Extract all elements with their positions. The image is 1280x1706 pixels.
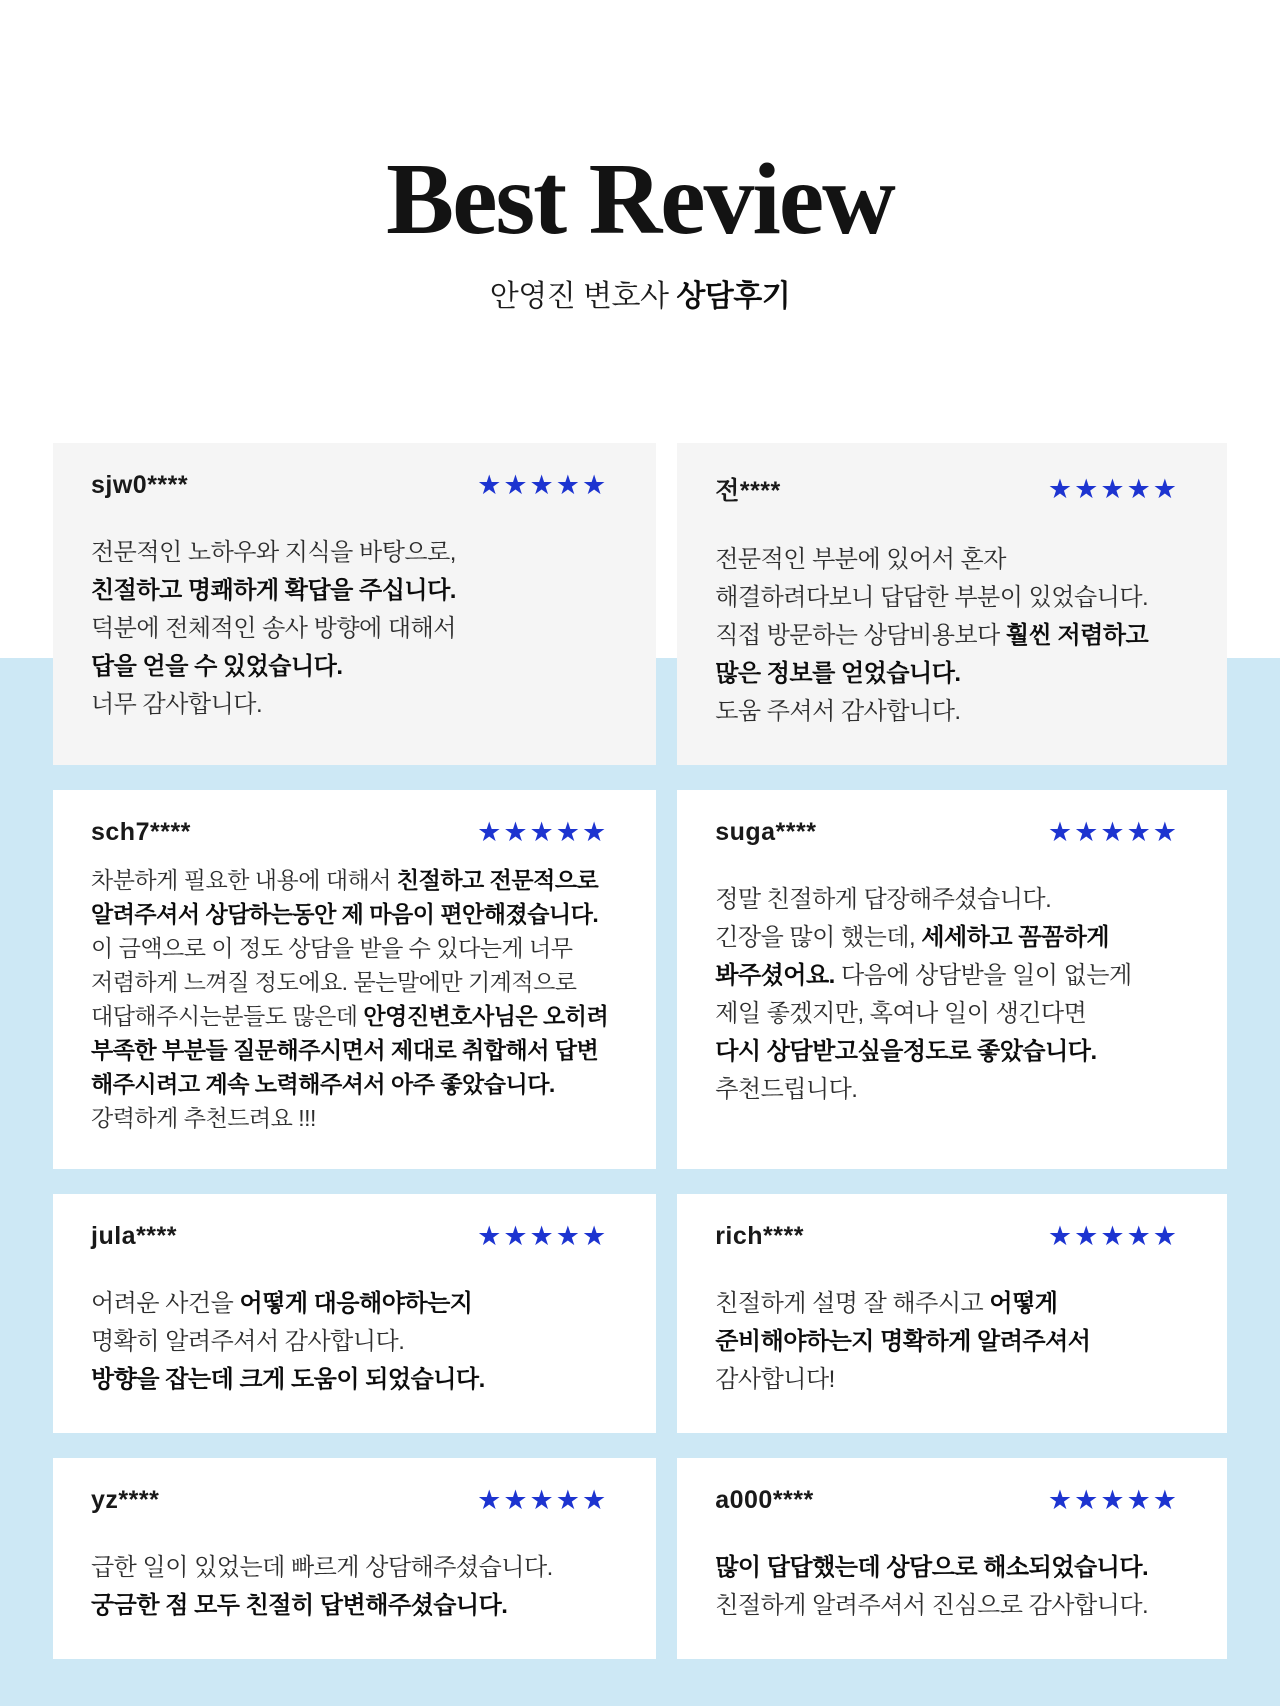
review-grid <box>53 443 1227 1659</box>
star-icon: ★ <box>1047 1221 1075 1252</box>
review-text-bold: 훨씬 저렴하고 <box>1005 622 1149 650</box>
star-icon: ★ <box>1047 1485 1075 1516</box>
reviewer-id: a000**** <box>715 1486 814 1515</box>
page-subtitle-bold: 상담후기 <box>676 280 791 314</box>
star-icon: ★ <box>503 1485 530 1516</box>
review-card-header <box>91 1222 608 1251</box>
review-line <box>91 534 608 572</box>
review-text <box>715 1285 1179 1399</box>
reviewer-id: yz**** <box>91 1486 160 1515</box>
star-icon: ★ <box>1152 473 1179 504</box>
star-icon: ★ <box>529 1485 556 1516</box>
review-text-bold: 친절하고 명쾌하게 확답을 주십니다. <box>91 577 456 605</box>
review-text-bold: 준비해야하는지 명확하게 알려주셔서 <box>715 1328 1091 1356</box>
star-icon: ★ <box>555 1221 582 1252</box>
review-line <box>715 1033 1179 1071</box>
review-line <box>715 881 1179 919</box>
review-text-regular: 강력하게 추천드려요 !!! <box>91 1105 316 1132</box>
review-line <box>91 1101 608 1135</box>
review-text-regular: 해결하려다보니 답답한 부분이 있었습니다. <box>715 584 1149 612</box>
review-text-regular: 전문적인 노하우와 지식을 바탕으로, <box>91 539 456 567</box>
review-text-regular: 덕분에 전체적인 송사 방향에 대해서 <box>91 615 456 643</box>
review-text-regular: 어려운 사건을 <box>91 1290 240 1318</box>
star-icon: ★ <box>1100 817 1127 848</box>
review-card-header <box>91 818 608 847</box>
review-line <box>91 965 608 999</box>
review-line <box>715 693 1179 731</box>
star-icon: ★ <box>503 470 530 501</box>
review-text-bold: 해주시려고 계속 노력해주셔서 아주 좋았습니다. <box>91 1071 555 1098</box>
star-icon: ★ <box>477 1221 504 1252</box>
star-icon: ★ <box>555 470 582 501</box>
review-text-bold: 안영진변호사님은 오히려 <box>363 1003 609 1030</box>
review-line <box>91 1033 608 1067</box>
review-line <box>91 1285 608 1323</box>
star-icon: ★ <box>477 1485 504 1516</box>
review-line <box>715 1071 1179 1109</box>
star-icon: ★ <box>581 1221 609 1252</box>
review-text-regular: 추천드립니다. <box>715 1076 858 1104</box>
star-rating <box>477 1487 608 1514</box>
review-card-header <box>715 818 1179 847</box>
review-text-bold: 부족한 부분들 질문해주시면서 제대로 취합해서 답변 <box>91 1037 599 1064</box>
review-line <box>715 957 1179 995</box>
reviewer-id: jula**** <box>91 1222 177 1251</box>
review-text-regular: 감사합니다! <box>715 1366 835 1394</box>
star-icon: ★ <box>1100 473 1127 504</box>
star-icon: ★ <box>1047 817 1075 848</box>
star-icon: ★ <box>529 1221 556 1252</box>
star-icon: ★ <box>1074 473 1101 504</box>
star-icon: ★ <box>1074 817 1101 848</box>
star-icon: ★ <box>529 470 556 501</box>
review-text-bold: 많이 답답했는데 상담으로 해소되었습니다. <box>715 1554 1149 1582</box>
review-text-bold: 궁금한 점 모두 친절히 답변해주셨습니다. <box>91 1592 508 1620</box>
star-rating <box>477 472 608 499</box>
review-text-bold: 알려주셔서 상담하는동안 제 마음이 편안해졌습니다. <box>91 901 599 928</box>
star-icon: ★ <box>503 817 530 848</box>
review-text-bold: 많은 정보를 얻었습니다. <box>715 660 961 688</box>
review-line <box>715 1361 1179 1399</box>
review-text-regular: 정말 친절하게 답장해주셨습니다. <box>715 886 1052 914</box>
review-card <box>677 790 1227 1169</box>
review-line <box>715 579 1179 617</box>
star-rating <box>1048 1223 1179 1250</box>
review-line <box>715 995 1179 1033</box>
star-icon: ★ <box>477 470 504 501</box>
review-card-header <box>715 1486 1179 1515</box>
star-icon: ★ <box>477 817 504 848</box>
review-line <box>91 572 608 610</box>
review-line <box>91 686 608 724</box>
review-text-regular: 급한 일이 있었는데 빠르게 상담해주셨습니다. <box>91 1554 553 1582</box>
review-text <box>91 534 608 724</box>
review-line <box>91 931 608 965</box>
review-text-bold: 친절하고 전문적으로 <box>396 867 599 894</box>
review-text-regular: 너무 감사합니다. <box>91 691 263 719</box>
star-icon: ★ <box>503 1221 530 1252</box>
star-icon: ★ <box>1100 1221 1127 1252</box>
review-line <box>715 655 1179 693</box>
star-rating <box>477 1223 608 1250</box>
review-line <box>715 541 1179 579</box>
review-card-header <box>715 471 1179 507</box>
review-text <box>715 1549 1179 1625</box>
review-line <box>715 1587 1179 1625</box>
review-line <box>715 919 1179 957</box>
review-line <box>91 648 608 686</box>
page-subtitle-regular: 안영진 변호사 <box>489 280 677 314</box>
review-text-bold: 어떻게 대응해야하는지 <box>239 1290 473 1318</box>
review-text-regular: 도움 주셔서 감사합니다. <box>715 698 961 726</box>
star-icon: ★ <box>1152 817 1179 848</box>
star-icon: ★ <box>1074 1221 1101 1252</box>
review-text-bold: 어떻게 <box>989 1290 1058 1318</box>
page-title: Best Review <box>386 143 894 256</box>
review-line <box>715 1285 1179 1323</box>
review-card <box>53 790 656 1169</box>
star-rating <box>477 819 608 846</box>
review-card-header <box>91 471 608 500</box>
review-card-header <box>715 1222 1179 1251</box>
review-card <box>677 1458 1227 1659</box>
review-text-regular: 다음에 상담받을 일이 없는게 <box>834 962 1132 990</box>
review-text-bold: 봐주셨어요. <box>715 962 835 990</box>
star-icon: ★ <box>1126 473 1153 504</box>
review-text-regular: 친절하게 알려주셔서 진심으로 감사합니다. <box>715 1592 1149 1620</box>
reviewer-id: 전**** <box>715 477 781 506</box>
star-icon: ★ <box>1100 1485 1127 1516</box>
review-line <box>715 1549 1179 1587</box>
star-icon: ★ <box>1047 473 1075 504</box>
review-text-regular: 긴장을 많이 했는데, <box>715 924 922 952</box>
review-text <box>91 863 608 1135</box>
review-card <box>53 1194 656 1433</box>
review-text-regular: 차분하게 필요한 내용에 대해서 <box>91 867 397 894</box>
review-text-regular: 이 금액으로 이 정도 상담을 받을 수 있다는게 너무 <box>91 935 573 962</box>
review-line <box>91 897 608 931</box>
reviewer-id: sch7**** <box>91 818 191 847</box>
review-line <box>91 1323 608 1361</box>
review-line <box>91 610 608 648</box>
star-icon: ★ <box>1126 1485 1153 1516</box>
star-icon: ★ <box>1126 1221 1153 1252</box>
review-card <box>677 443 1227 765</box>
review-text-bold: 다시 상담받고싶을정도로 좋았습니다. <box>715 1038 1097 1066</box>
star-icon: ★ <box>555 1485 582 1516</box>
review-text-bold: 세세하고 꼼꼼하게 <box>921 924 1109 952</box>
star-icon: ★ <box>1152 1221 1179 1252</box>
review-line <box>91 1067 608 1101</box>
star-icon: ★ <box>1074 1485 1101 1516</box>
reviewer-id: rich**** <box>715 1222 804 1251</box>
review-text-regular: 직접 방문하는 상담비용보다 <box>715 622 1006 650</box>
star-icon: ★ <box>529 817 556 848</box>
review-card <box>53 1458 656 1659</box>
review-text <box>91 1285 608 1399</box>
review-line <box>91 1361 608 1399</box>
review-text <box>715 541 1179 731</box>
review-text-regular: 전문적인 부분에 있어서 혼자 <box>715 546 1006 574</box>
star-icon: ★ <box>581 817 609 848</box>
review-line <box>715 617 1179 655</box>
review-line <box>91 1549 608 1587</box>
review-line <box>91 863 608 897</box>
reviewer-id: sjw0**** <box>91 471 189 500</box>
review-text <box>91 1549 608 1625</box>
review-text-regular: 저렴하게 느껴질 정도에요. 묻는말에만 기계적으로 <box>91 969 577 996</box>
review-line <box>91 999 608 1033</box>
review-card-header <box>91 1486 608 1515</box>
review-card <box>677 1194 1227 1433</box>
star-rating <box>1047 473 1179 504</box>
review-line <box>91 1587 608 1625</box>
review-text-regular: 대답해주시는분들도 많은데 <box>91 1003 364 1030</box>
review-text-regular: 친절하게 설명 잘 해주시고 <box>715 1290 990 1318</box>
star-rating <box>1048 1487 1179 1514</box>
review-text <box>715 881 1179 1109</box>
review-card <box>53 443 656 765</box>
review-line <box>715 1323 1179 1361</box>
star-rating <box>1048 819 1179 846</box>
review-text-bold: 답을 얻을 수 있었습니다. <box>91 653 343 681</box>
review-text-regular: 제일 좋겠지만, 혹여나 일이 생긴다면 <box>715 1000 1087 1028</box>
star-icon: ★ <box>1152 1485 1179 1516</box>
page-header <box>0 0 1280 315</box>
star-icon: ★ <box>555 817 582 848</box>
star-icon: ★ <box>1126 817 1153 848</box>
star-icon: ★ <box>581 1485 609 1516</box>
star-icon: ★ <box>581 470 609 501</box>
review-text-regular: 명확히 알려주셔서 감사합니다. <box>91 1328 405 1356</box>
reviewer-id: suga**** <box>715 818 817 847</box>
review-text-bold: 방향을 잡는데 크게 도움이 되었습니다. <box>91 1366 485 1394</box>
page-subtitle <box>0 271 1280 315</box>
